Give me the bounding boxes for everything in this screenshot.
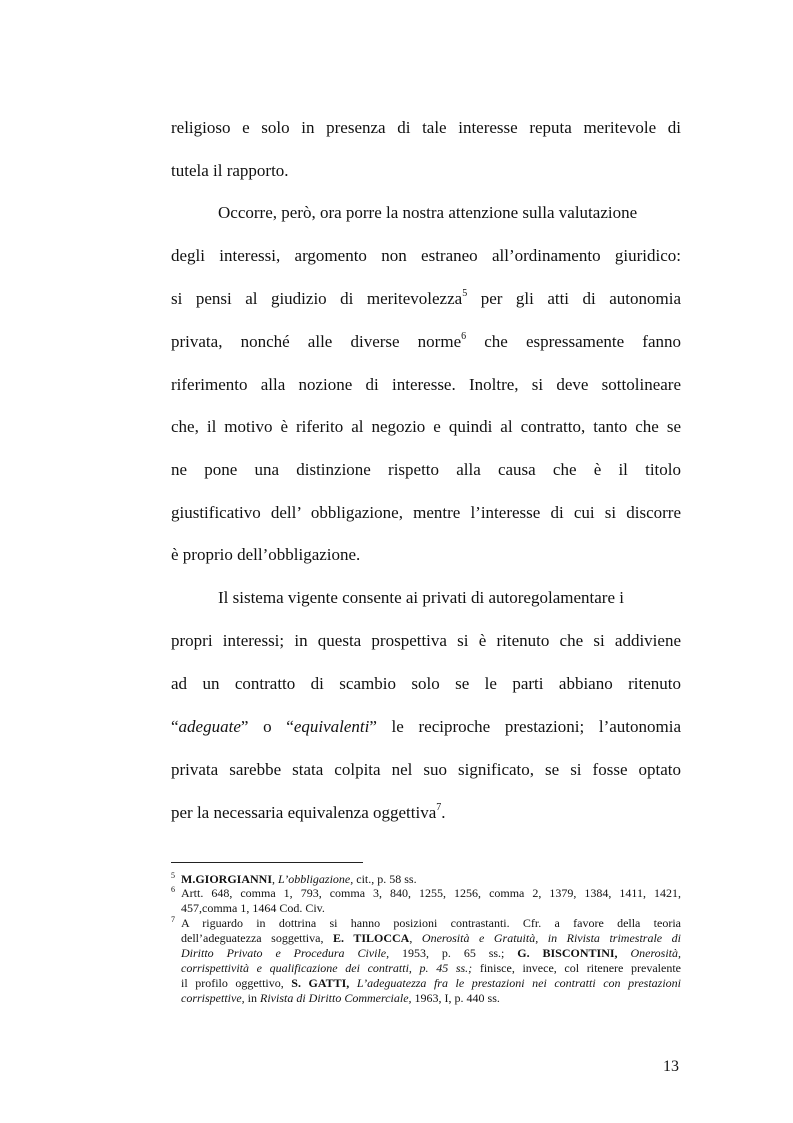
text-run: “ (171, 717, 179, 736)
text-run: ” o “ (240, 717, 294, 736)
body-line (218, 203, 681, 223)
footnote-separator (171, 862, 363, 863)
text-run: degli interessi, argomento non estraneo all’ordinamento giuridico: (171, 246, 681, 265)
text-run: riferimento alla nozione di interesse. Inoltre, si deve sottolineare (171, 375, 681, 394)
text-run: privata, nonché alle diverse norme (171, 332, 462, 351)
body-line (171, 118, 681, 138)
text-run: privata sarebbe stata colpita nel suo significato, se si fosse optato (171, 760, 681, 779)
body-line (171, 674, 681, 694)
body-line (171, 332, 681, 352)
body-line (171, 503, 681, 523)
text-run: propri interessi; in questa prospettiva si è ritenuto che si addiviene (171, 631, 681, 650)
text-run: adeguate (178, 717, 241, 736)
body-line (171, 631, 681, 651)
text-run: Diritto Privato e Procedura Civile, (181, 946, 390, 960)
footnote-ref: 7 (436, 802, 442, 813)
text-run: corrispettività e qualificazione dei contratti, p. 45 ss.; (181, 961, 473, 975)
text-run: finisce, invece, col ritenere prevalente (472, 961, 681, 975)
footnote-line: 7 A riguardo in dottrina si hanno posizioni contrastanti. Cfr. a favore della teoria (171, 915, 681, 930)
text-run: che espressamente fanno (466, 332, 681, 351)
body-line (171, 417, 681, 437)
text-run: per gli atti di autonomia (467, 289, 681, 308)
footnote-ref: 5 (462, 288, 468, 299)
text-run: A riguardo in dottrina si hanno posizioni contrastanti. Cfr. a favore della teoria (181, 916, 681, 930)
text-run: Artt. 648, comma 1, 793, comma 3, 840, 1255, 1256, comma 2, 1379, 1384, 1411, 1421, (181, 886, 681, 900)
footnote-line: 6 Artt. 648, comma 1, 793, comma 3, 840, 1255, 1256, comma 2, 1379, 1384, 1411, 1421, (171, 885, 681, 900)
text-run: Il sistema vigente consente ai privati di autoregolamentare i (218, 588, 624, 607)
body-line (171, 375, 681, 395)
footnote-line: 5 M.GIORGIANNI, L’obbligazione, cit., p. 58 ss. (171, 871, 417, 886)
body-line (171, 246, 681, 266)
text-run: S. GATTI, (291, 976, 350, 990)
footnote-line (171, 946, 681, 961)
text-run: 1953, p. 65 ss.; (389, 946, 518, 960)
body-line (171, 717, 681, 737)
text-run: per la necessaria equivalenza oggettiva (171, 803, 437, 822)
text-run: corrispettive, (181, 991, 245, 1005)
footnote-line (171, 961, 681, 976)
text-run: Onerosità e Gratuità, in Rivista trimestrale di (421, 931, 682, 945)
text-run: tutela il rapporto. (171, 161, 289, 180)
text-run (349, 976, 357, 990)
footnote-line (171, 931, 681, 946)
text-run: il profilo oggettivo, (181, 976, 292, 990)
body-line (171, 760, 681, 780)
text-run: Occorre, però, ora porre la nostra attenzione sulla valutazione (218, 203, 638, 222)
footnote-ref: 6 (461, 331, 467, 342)
text-run: in (244, 991, 260, 1005)
text-run: dell’adeguatezza soggettiva, (181, 931, 334, 945)
text-run: è proprio dell’obbligazione. (171, 545, 361, 564)
text-run: che, il motivo è riferito al negozio e quindi al contratto, tanto che se (171, 417, 681, 436)
page-number: 13 (663, 1058, 679, 1075)
text-run: ” le reciproche prestazioni; l’autonomia (369, 717, 682, 736)
text-run (618, 946, 631, 960)
text-run: 457,comma 1, 1464 Cod. Civ. (181, 901, 325, 915)
text-run: . (441, 803, 446, 822)
text-run: cit., p. 58 ss. (353, 872, 417, 886)
text-run: si pensi al giudizio di meritevolezza (171, 289, 463, 308)
text-run: L’obbligazione, (278, 872, 354, 886)
footnote-7 (171, 916, 681, 1006)
footnote-line (171, 991, 681, 1006)
text-run: E. TILOCCA (333, 931, 410, 945)
body-line (171, 161, 681, 181)
text-run: equivalenti (293, 717, 370, 736)
body-line (171, 289, 681, 309)
body-line (171, 460, 681, 480)
footnote-line (171, 901, 681, 916)
text-run: M.GIORGIANNI (181, 872, 273, 886)
text-run: , (272, 872, 279, 886)
footnote-6 (171, 886, 681, 916)
body-line (171, 803, 681, 823)
body-line (171, 545, 681, 565)
text-run: L’adeguatezza fra le prestazioni nei contratti con prestazioni (356, 976, 681, 990)
text-run: , (409, 931, 422, 945)
text-run: 1963, I, p. 440 ss. (411, 991, 500, 1005)
footnote-line (171, 976, 681, 991)
text-run: ad un contratto di scambio solo se le parti abbiano ritenuto (171, 674, 681, 693)
text-run: Onerosità, (630, 946, 682, 960)
text-run: giustificativo dell’ obbligazione, mentre l’interesse di cui si discorre (171, 503, 681, 522)
text-run: religioso e solo in presenza di tale interesse reputa meritevole di (171, 118, 681, 137)
body-line (218, 588, 681, 608)
text-run: G. BISCONTINI, (517, 946, 618, 960)
text-run: Rivista di Diritto Commerciale, (260, 991, 412, 1005)
footnote-5 (171, 872, 681, 887)
text-run: ne pone una distinzione rispetto alla causa che è il titolo (171, 460, 681, 479)
